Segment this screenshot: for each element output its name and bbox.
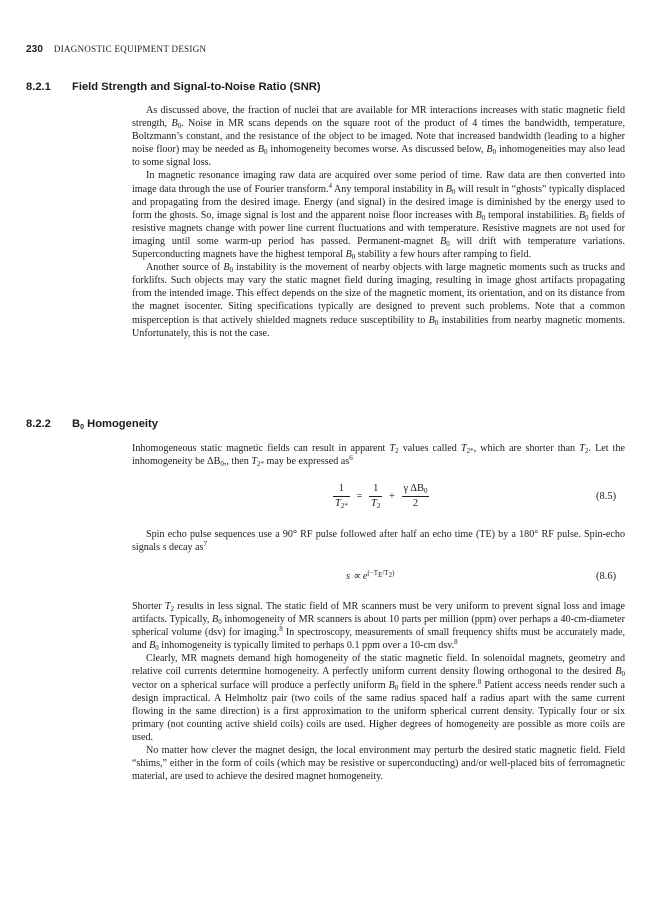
- section-number: 8.2.1: [26, 81, 51, 93]
- citation: 7: [203, 540, 207, 549]
- paragraph: Shorter $T_2$ results in less signal. The static field of MR scanners must be very uniform to prevent signal loss and image artifacts. Typically, $B_0$ inhomogeneity of MR scanners is about 10 parts per million (ppm) over perhaps a 40-cm-diameter spherical volume (dsv) for imaging.$^8$ In spectroscopy, measurements of small frequency shifts must be accurately made, and $B_0$ inhomogeneity is typically limited to perhaps 0.1 ppm over a 10-cm dsv.$^8$: [132, 601, 626, 653]
- equation-8-5: $\frac{1}{T_{2*}}$ = $\frac{1}{T_2}$ + $\frac{\gamma \Delta B_0}{2}$: [335, 483, 428, 510]
- citation: 8: [279, 625, 283, 634]
- section-8-2-1-body: [132, 104, 625, 340]
- section-heading-8-2-2: [26, 418, 158, 430]
- page-number: 230: [26, 44, 43, 55]
- section-title: Field Strength and Signal-to-Noise Ratio (SNR): [72, 81, 321, 93]
- paragraph: Clearly, MR magnets demand high homogeneity of the static magnetic field. In solenoidal magnets, geometry and relative coil currents determine homogeneity. A perfectly uniform current density flowing orthogonal to the desired $B_0$ vector on a spherical surface will produce a perfectly uniform $B_0$ field in the sphere.$^8$ Patient access needs render such a design impractical. A Helmholtz pair (two coils of the same radius spaced half a radius apart with the same current flowing in the same direction) is a first approximation to the uniform spherical current density. Typically four or six primary (not counting active shield coils) coils are used. Higher degrees of homogeneity are possible as more coils are used.: [132, 653, 625, 743]
- running-head: [26, 44, 206, 55]
- citation: 8: [477, 677, 482, 686]
- section-8-2-2-body: [132, 600, 625, 783]
- fraction: $\frac{1}{T_{2*}}$: [335, 483, 348, 510]
- fraction: $\frac{\gamma \Delta B_0}{2}$: [403, 483, 428, 509]
- equation-number: (8.6): [596, 571, 617, 582]
- paragraph: Spin echo pulse sequences use a 90° RF pulse followed after half an echo time (TE) by a 180° RF pulse. Spin-echo signals s decay $as^7$: [132, 529, 625, 554]
- citation: 6: [349, 454, 353, 463]
- equation-8-6: $s \propto e^{(-T_E/T_2)}$: [346, 569, 395, 582]
- paragraph: As discussed above, the fraction of nuclei that are available for MR interactions increases with static magnetic field strength, $B_0$. Noise in MR scans depends on the square root of the product of 4 times the bandwidth, temperature, Boltzmann’s constant, and the resistance of the object to be imaged. Note that increased bandwidth (leading to a higher noise floor) may be needed as $B_0$ inhomogeneity becomes worse. As discussed below, $B_0$ inhomogeneities may also lead to some signal loss.: [132, 105, 626, 169]
- citation: 8: [454, 638, 458, 647]
- paragraph: Another source of $B_0$ instability is the movement of nearby objects with large magnetic moments such as trucks and forklifts. Such objects may vary the static magnet field during imaging, resulting in image ghost artifacts propagating from the intended image. This effect depends on the size of the magnetic moment, its orientation, and on its distance from the magnet isocenter. Siting specifications typically are designed to prevent such problems. Note that a common misperception is that actively shielded magnets reduce susceptibility to $B_0$ instabilities from nearby magnetic moments. Unfortunately, this is not the case.: [132, 262, 625, 339]
- section-8-2-2-spin-echo: [132, 528, 625, 554]
- running-title: DIAGNOSTIC EQUIPMENT DESIGN: [53, 44, 207, 54]
- citation: 4: [328, 181, 332, 190]
- section-8-2-2-intro: [132, 442, 625, 468]
- paragraph: Inhomogeneous static magnetic fields can result in apparent $T_2$ values called $T_{2*}$, which are shorter than $T_2$. Let the inhomogeneity be $\Delta B_0$,, then $T_{2*}$ may be expressed $as^6$: [132, 443, 626, 469]
- section-number: 8.2.2: [26, 418, 51, 430]
- equation-number: (8.5): [596, 491, 617, 502]
- paragraph: No matter how clever the magnet design, the local environment may perturb the desired static magnetic field. Field “shims,” either in the form of coils (which may be resistive or superconducting) and/or well-placed bits of ferromagnetic material, are used to achieve the desired magnet homogeneity.: [132, 745, 625, 783]
- paragraph: In magnetic resonance imaging raw data are acquired over some period of time. Raw data are then converted into image data through the use of Fourier transform.$^4$ Any temporal instability in $B_0$ will result in “ghosts” typically displaced and propagating from the desired image. Energy (and signal) in the desired image is diminished by the energy used to form the ghosts. So, image signal is lost and the apparent noise floor increases with $B_0$ temporal instabilities. $B_0$ fields of resistive magnets change with power line current fluctuations and with temperature. Resistive magnets are not used for imaging until some warm-up period has passed. Permanent-magnet $B_0$ will drift with temperature variations. Superconducting magnets have the highest temporal $B_0$ stability a few hours after ramping to field.: [132, 170, 625, 262]
- fraction: $\frac{1}{T_2}$: [371, 483, 381, 510]
- section-title: $B_0$ Homogeneity: [72, 418, 158, 431]
- section-heading-8-2-1: [26, 81, 321, 93]
